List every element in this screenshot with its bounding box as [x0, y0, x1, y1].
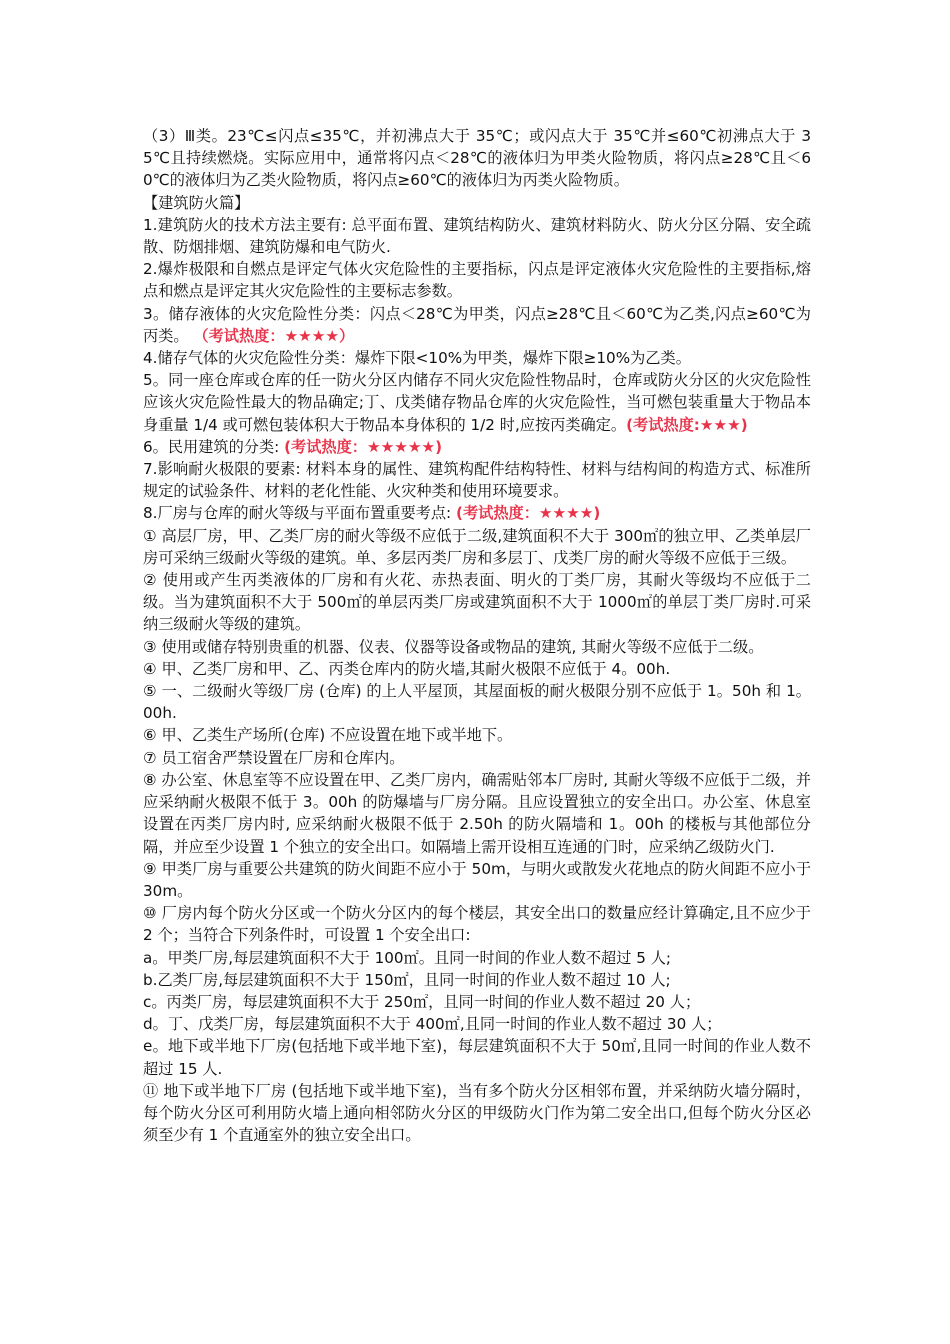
paragraph-text: ① 高层厂房，甲、乙类厂房的耐火等级不应低于二级,建筑面积不大于 300㎡的独立甲、乙类单层厂房可采纳三级耐火等级的建筑。单、多层丙类厂房和多层丁、戊类厂房的耐火等级不应低于三级。 — [143, 526, 811, 567]
document-body — [143, 125, 811, 1146]
paragraph-text: ③ 使用或储存特别贵重的机器、仪表、仪器等设备或物品的建筑, 其耐火等级不应低于二级。 — [143, 637, 764, 656]
list-item-3 — [143, 636, 811, 658]
paragraph-text: 2.爆炸极限和自燃点是评定气体火灾危险性的主要指标，闪点是评定液体火灾危险性的主要指标,熔点和燃点是评定其火灾危险性的主要标志参数。 — [143, 260, 811, 301]
list-item-2 — [143, 569, 811, 636]
section-heading-building-fire — [143, 192, 811, 214]
list-item-9 — [143, 858, 811, 902]
sub-item-c — [143, 991, 811, 1013]
paragraph-text: ⑩ 厂房内每个防火分区或一个防火分区内的每个楼层，其安全出口的数量应经计算确定,且不应少于 2 个；当符合下列条件时，可设置 1 个安全出口: — [143, 904, 811, 945]
paragraph-class-iii — [143, 125, 811, 192]
paragraph-text: 7.影响耐火极限的要素: 材料本身的属性、建筑构配件结构特性、材料与结构间的构造方式、标准所规定的试验条件、材料的老化性能、火灾种类和使用环境要求。 — [143, 460, 811, 501]
paragraph-8 — [143, 502, 811, 524]
list-item-6 — [143, 724, 811, 746]
paragraph-text: ⑧ 办公室、休息室等不应设置在甲、乙类厂房内，确需贴邻本厂房时, 其耐火等级不应低于二级，并应采纳耐火极限不低于 3。00h 的防爆墙与厂房分隔。且应设置独立的安全出口。办公室、休息室设置在丙类厂房内时, 应采纳耐火极限不低于 2.50h 的防火隔墙和 1。00h 的楼板与其他部位分隔，并应至少设置 1 个独立的安全出口。如隔墙上需开设相互连通的门时，应采纳乙级防火门. — [143, 770, 811, 856]
paragraph-text: 3。储存液体的火灾危险性分类：闪点＜28℃为甲类，闪点≥28℃且＜60℃为乙类,闪点≥60℃为丙类。 — [143, 304, 811, 345]
paragraph-text: d。丁、戊类厂房，每层建筑面积不大于 400㎡,且同一时间的作业人数不超过 30 人； — [143, 1015, 722, 1034]
paragraph-text: 8.厂房与仓库的耐火等级与平面布置重要考点: — [143, 504, 456, 523]
paragraph-text: ⑦ 员工宿舍严禁设置在厂房和仓库内。 — [143, 748, 405, 767]
exam-heat-rating: (考试热度：★★★★★) — [284, 437, 443, 456]
paragraph-text: （3）Ⅲ类。23℃≤闪点≤35℃，并初沸点大于 35℃；或闪点大于 35℃并≤60℃初沸点大于 35℃且持续燃烧。实际应用中，通常将闪点＜28℃的液体归为甲类火险物质，将闪点≥28℃且＜60℃的液体归为乙类火险物质，将闪点≥60℃的液体归为丙类火险物质。 — [143, 127, 811, 190]
paragraph-6 — [143, 436, 811, 458]
paragraph-7 — [143, 458, 811, 502]
list-item-11 — [143, 1080, 811, 1147]
list-item-10 — [143, 902, 811, 946]
paragraph-text: ④ 甲、乙类厂房和甲、乙、丙类仓库内的防火墙,其耐火极限不应低于 4。00h. — [143, 659, 671, 678]
sub-item-b — [143, 969, 811, 991]
paragraph-text: b.乙类厂房,每层建筑面积不大于 150㎡，且同一时间的作业人数不超过 10 人; — [143, 970, 671, 989]
sub-item-a — [143, 947, 811, 969]
paragraph-text: ② 使用或产生丙类液体的厂房和有火花、赤热表面、明火的丁类厂房，其耐火等级均不应低于二级。当为建筑面积不大于 500㎡的单层丙类厂房或建筑面积不大于 1000㎡的单层丁类厂房时.可采纳三级耐火等级的建筑。 — [143, 571, 811, 634]
paragraph-text: 5。同一座仓库或仓库的任一防火分区内储存不同火灾危险性物品时，仓库或防火分区的火灾危险性应该火灾危险性最大的物品确定;丁、戊类储存物品仓库的火灾危险性，当可燃包装重量大于物品本身重量 1/4 或可燃包装体积大于物品本身体积的 1/2 时,应按丙类确定。 — [143, 371, 811, 434]
paragraph-3 — [143, 303, 811, 347]
list-item-4 — [143, 658, 811, 680]
paragraph-text: ⑥ 甲、乙类生产场所(仓库) 不应设置在地下或半地下。 — [143, 726, 513, 745]
sub-item-e — [143, 1035, 811, 1079]
paragraph-text: ⑨ 甲类厂房与重要公共建筑的防火间距不应小于 50m，与明火或散发火花地点的防火间距不应小于 30m。 — [143, 859, 811, 900]
paragraph-text: e。地下或半地下厂房(包括地下或半地下室)，每层建筑面积不大于 50㎡,且同一时间的作业人数不超过 15 人. — [143, 1037, 811, 1078]
paragraph-1 — [143, 214, 811, 258]
paragraph-5 — [143, 369, 811, 436]
paragraph-4 — [143, 347, 811, 369]
exam-heat-rating: (考试热度:★★★) — [626, 415, 748, 434]
list-item-7 — [143, 747, 811, 769]
paragraph-text: c。丙类厂房，每层建筑面积不大于 250㎡，且同一时间的作业人数不超过 20 人； — [143, 992, 701, 1011]
list-item-5 — [143, 680, 811, 724]
paragraph-text: 6。民用建筑的分类: — [143, 437, 285, 456]
paragraph-2 — [143, 258, 811, 302]
exam-heat-rating: (考试热度：★★★★) — [456, 504, 601, 523]
list-item-1 — [143, 525, 811, 569]
paragraph-text: ⑤ 一、二级耐火等级厂房 (仓库) 的上人平屋顶，其屋面板的耐火极限分别不应低于 1。50h 和 1。00h. — [143, 682, 811, 723]
paragraph-text: 1.建筑防火的技术方法主要有: 总平面布置、建筑结构防火、建筑材料防火、防火分区分隔、安全疏散、防烟排烟、建筑防爆和电气防火. — [143, 215, 811, 257]
exam-heat-rating: （考试热度：★★★★） — [193, 326, 355, 345]
list-item-8 — [143, 769, 811, 858]
paragraph-text: a。甲类厂房,每层建筑面积不大于 100㎡。且同一时间的作业人数不超过 5 人; — [143, 948, 672, 967]
paragraph-text: ⑪ 地下或半地下厂房 (包括地下或半地下室)，当有多个防火分区相邻布置，并采纳防火墙分隔时，每个防火分区可利用防火墙上通向相邻防火分区的甲级防火门作为第二安全出口,但每个防火分区必须至少有 1 个直通室外的独立安全出口。 — [143, 1081, 811, 1145]
sub-item-d — [143, 1013, 811, 1035]
section-heading-text: 【建筑防火篇】 — [143, 193, 250, 212]
paragraph-text: 4.储存气体的火灾危险性分类：爆炸下限<10%为甲类，爆炸下限≥10%为乙类。 — [143, 349, 691, 368]
